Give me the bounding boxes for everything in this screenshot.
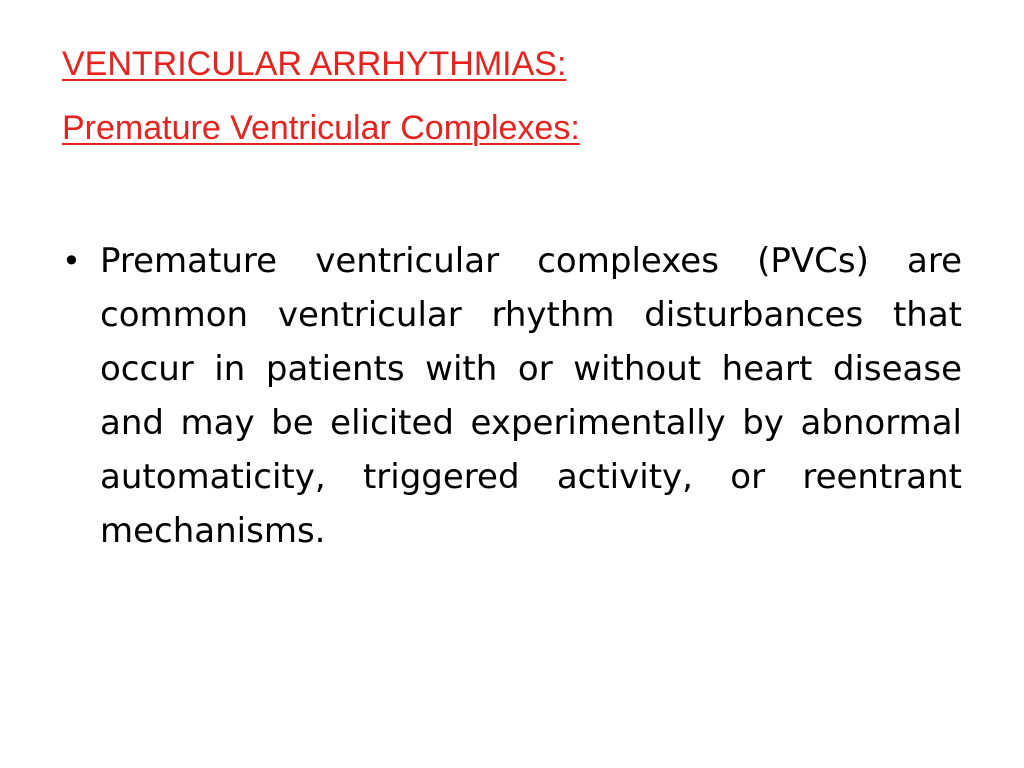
slide-subtitle: Premature Ventricular Complexes: [62,109,580,147]
bullet-icon: • [62,242,81,280]
bullet-text: Premature ventricular complexes (PVCs) are common ventricular rhythm disturbances that occur in patients with or without heart disease and may be elicited experimentally by abnormal automaticity, triggered activity, or reentrant mechanisms. [100,241,962,551]
bullet-item [62,234,962,558]
slide-title: VENTRICULAR ARRHYTHMIAS: [62,45,567,83]
bullet-list [62,234,962,558]
